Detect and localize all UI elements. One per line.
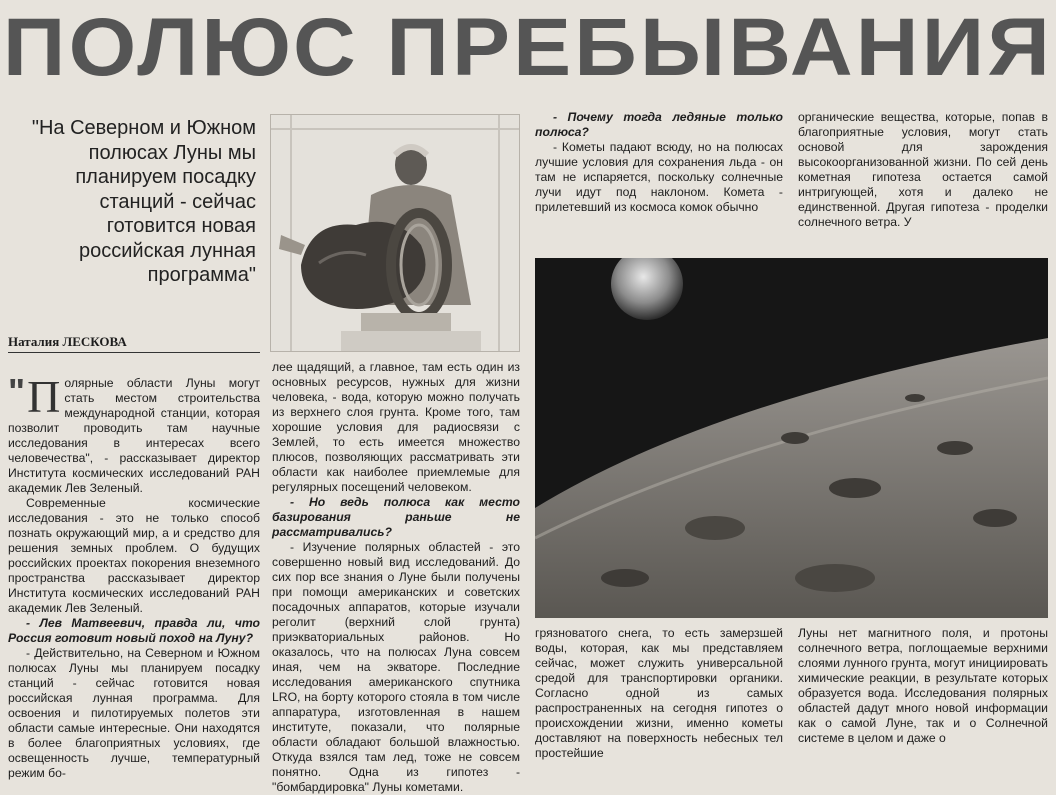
byline: Наталия ЛЕСКОВА xyxy=(8,334,127,349)
interview-question: - Лев Матвеевич, правда ли, что Россия готовит новый поход на Луну? xyxy=(8,616,260,645)
interview-question: - Но ведь полюса как место базирования раньше не рассматривались? xyxy=(272,495,520,539)
scientist-with-model-illustration xyxy=(271,115,519,351)
paragraph: лее щадящий, а главное, там есть один из основных ресурсов, нужных для жизни человека, - вода, которую можно получать из верхнего слоя грунта. Кроме того, там хорошие условия для радиосвязи с Землей, то есть имеется множество плюсов, позволяющих рассматривать эти области как наиболее приемлемые для регулярных посещений человеком. xyxy=(272,360,520,494)
paragraph: Современные космические исследования - это не только способ познать окружающий мир, а и средство для решения земных проблем. О будущих российских проектах покорения внеземного пространства рассказывает директор Института космических исследований РАН академик Лев Зеленый. xyxy=(8,496,260,615)
paragraph: грязноватого снега, то есть замерзшей воды, которая, как мы представляем сейчас, может служить универсальной средой для транспортировки органики. Согласно одной из самых распространенных на сегодня гипотез о происхождении жизни, именно кометы доставляют на поверхность небесных тел простейшие xyxy=(535,626,783,760)
paragraph-text: олярные области Луны могут стать местом строительства международной станции, которая позволит проводить там научные исследования в интересах всего человечества", - рассказывает директор Института космических исследований РАН академик Лев Зеленый. xyxy=(8,376,260,495)
lead-quote: "На Северном и Южном полюсах Луны мы планируем посадку станций - сейчас готовится новая российская лунная программа" xyxy=(31,117,256,286)
byline-rule xyxy=(8,352,260,353)
earthrise-photo xyxy=(535,258,1048,618)
paragraph: органические вещества, которые, попав в благоприятные условия, могут стать основой для зарождения высокоорганизованной жизни. По сей день кометная гипотеза остается самой интригующей, хотя и далеко не единственной. Другая гипотеза - проделки солнечного ветра. У xyxy=(798,110,1048,229)
article-column-4-bottom xyxy=(798,626,1048,746)
paragraph xyxy=(8,371,260,496)
paragraph: Луны нет магнитного поля, и протоны солнечного ветра, поглощаемые верхними слоями лунного грунта, могут инициировать химические реакции, в результате которых образуется вода. Исследования полярных областей дадут много новой информации как о самой Луне, так и о Солнечной системе в целом и даже о xyxy=(798,626,1048,745)
scientist-photo xyxy=(270,114,520,352)
paragraph: - Изучение полярных областей - это совершенно новый вид исследований. До сих пор все знания о Луне были получены при помощи американских и советских посадочных аппаратов, которые изучали реголит (верхний слой грунта) приэкваториальных районов. Но оказалось, что на полюсах Луна совсем иная, чем на экваторе. Последние исследования американского спутника LRO, на борту которого стояла в том числе аппаратура, изготовленная в нашем институте, показали, что полярные области обладают большой влажностью. Откуда взялся там лед, тоже не совсем понятно. Одна из гипотез - "бомбардировка" Луны кометами. xyxy=(272,540,520,794)
interview-question: - Почему тогда ледяные только полюса? xyxy=(535,110,783,139)
earthrise-illustration xyxy=(535,258,1048,618)
open-quote-mark: " xyxy=(8,371,26,412)
article-column-3-bottom xyxy=(535,626,783,761)
article-column-1 xyxy=(8,371,260,781)
paragraph: - Кометы падают всюду, но на полюсах лучшие условия для сохранения льда - он там не испаряется, поскольку солнечные лучи идут под наклоном. Комета - прилетевший из космоса комок обычно xyxy=(535,140,783,214)
article-column-4-top xyxy=(798,110,1048,230)
paragraph: - Действительно, на Северном и Южном полюсах Луны мы планируем посадку станций - сейчас готовится новая российская лунная программа. Для освоения и пилотируемых полетов эти области самые интересные. Они находятся в более благоприятных условиях, где освещенность лучше, температурный режим бо- xyxy=(8,646,260,780)
article-column-3-top xyxy=(535,110,783,215)
drop-cap: П xyxy=(27,371,61,422)
headline: ПОЛЮС ПРЕБЫВАНИЯ xyxy=(2,2,1054,93)
article-column-2 xyxy=(272,360,520,795)
